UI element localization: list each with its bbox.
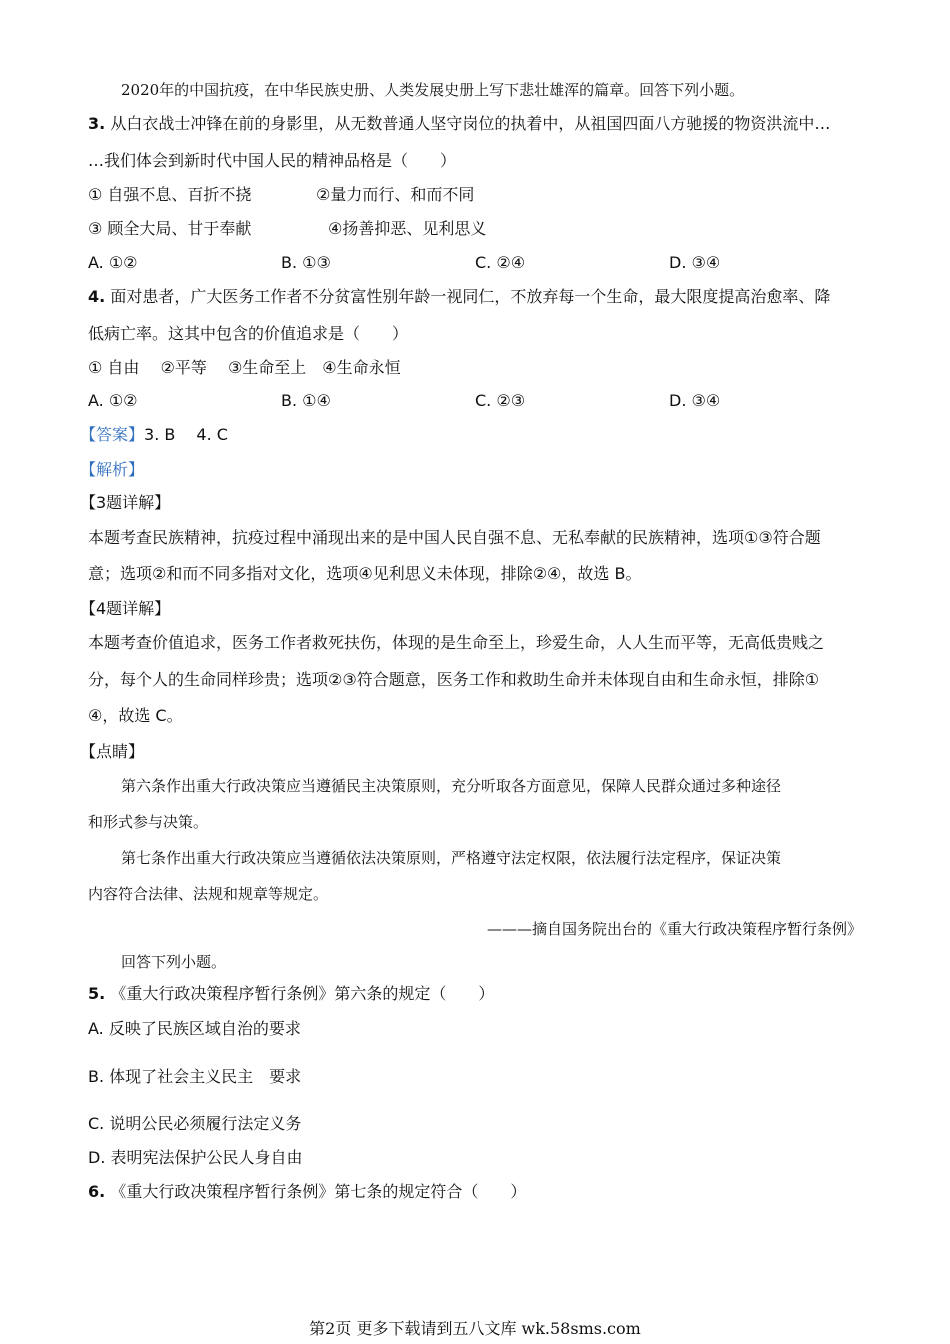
q5-option-b: B. 体现了社会主义民主 要求 [88, 1067, 302, 1086]
q3-option-d: D. ③④ [669, 253, 721, 272]
detail-4-line3: ④，故选 C。 [88, 706, 183, 725]
intro-text: 2020年的中国抗疫，在中华民族史册、人类发展史册上写下悲壮雄浑的篇章。回答下列小题。 [121, 81, 745, 99]
detail-4-line1: 本题考查价值追求，医务工作者救死扶伤，体现的是生命至上，珍爱生命，人人生而平等，无高低贵贱之 [88, 633, 825, 652]
page-footer: 第2页 更多下载请到五八文库 wk.58sms.com [309, 1319, 641, 1338]
detail-3-line1: 本题考查民族精神，抗疫过程中涌现出来的是中国人民自强不息、无私奉献的民族精神，选项①③符合题 [88, 528, 821, 547]
question-4-line1 [88, 286, 830, 308]
detail-4-line2: 分，每个人的生命同样珍贵；选项②③符合题意，医务工作和救助生命并未体现自由和生命永恒，排除① [88, 670, 820, 689]
q3-item-2: ②量力而行、和而不同 [316, 185, 475, 204]
answer-text: 3. B 4. C [144, 425, 228, 444]
q4-option-b: B. ①④ [281, 391, 331, 410]
question-4-text: 面对患者，广大医务工作者不分贫富性别年龄一视同仁，不放弃每一个生命，最大限度提高治愈率、降 [110, 287, 831, 306]
question-3-text: 从白衣战士冲锋在前的身影里，从无数普通人坚守岗位的执着中，从祖国四面八方驰援的物资洪流中… [110, 114, 831, 133]
answer-line [80, 424, 228, 446]
q3-option-b: B. ①③ [281, 253, 331, 272]
q3-item-3: ③ 顾全大局、甘于奉献 [88, 219, 252, 238]
detail-4-label: 【4题详解】 [80, 599, 171, 618]
tip-label: 【点睛】 [80, 742, 145, 761]
q4-items: ① 自由 ②平等 ③生命至上 ④生命永恒 [88, 358, 401, 377]
question-5-text: 《重大行政决策程序暂行条例》第六条的规定（ ） [110, 984, 495, 1003]
answer-label: 【答案】 [80, 425, 145, 444]
q5-option-a: A. 反映了民族区域自治的要求 [88, 1019, 301, 1038]
material-p2-line2: 内容符合法律、法规和规章等规定。 [88, 885, 329, 903]
question-4-line2: 低病亡率。这其中包含的价值追求是（ ） [88, 324, 409, 343]
question-4-number: 4. [88, 287, 106, 306]
question-6-text: 《重大行政决策程序暂行条例》第七条的规定符合（ ） [110, 1182, 527, 1201]
q5-option-d: D. 表明宪法保护公民人身自由 [88, 1148, 303, 1167]
q3-option-c: C. ②④ [475, 253, 526, 272]
detail-3-line2: 意；选项②和而不同多指对文化，选项④见利思义未体现，排除②④，故选 B。 [88, 564, 642, 583]
material-p1-line2: 和形式参与决策。 [88, 813, 209, 831]
question-3-line2: …我们体会到新时代中国人民的精神品格是（ ） [88, 151, 457, 170]
analysis-label: 【解析】 [80, 460, 145, 479]
material-p2-line1: 第七条作出重大行政决策应当遵循依法决策原则，严格遵守法定权限，依法履行法定程序，保证决策 [121, 849, 782, 867]
q3-item-1: ① 自强不息、百折不挠 [88, 185, 252, 204]
question-3-line1 [88, 113, 830, 135]
question-6-line [88, 1181, 526, 1203]
material-source: ———摘自国务院出台的《重大行政决策程序暂行条例》 [486, 920, 862, 938]
question-3-number: 3. [88, 114, 106, 133]
q4-option-c: C. ②③ [475, 391, 526, 410]
q5-option-c: C. 说明公民必须履行法定义务 [88, 1114, 302, 1133]
question-5-number: 5. [88, 984, 106, 1003]
q4-option-a: A. ①② [88, 391, 138, 410]
q4-option-d: D. ③④ [669, 391, 721, 410]
q3-option-a: A. ①② [88, 253, 138, 272]
q3-item-4: ④扬善抑恶、见利思义 [328, 219, 487, 238]
question-6-number: 6. [88, 1182, 106, 1201]
detail-3-label: 【3题详解】 [80, 493, 171, 512]
question-5-line [88, 983, 494, 1005]
material-p1-line1: 第六条作出重大行政决策应当遵循民主决策原则，充分听取各方面意见，保障人民群众通过多种途径 [121, 777, 782, 795]
material-prompt: 回答下列小题。 [121, 953, 227, 971]
